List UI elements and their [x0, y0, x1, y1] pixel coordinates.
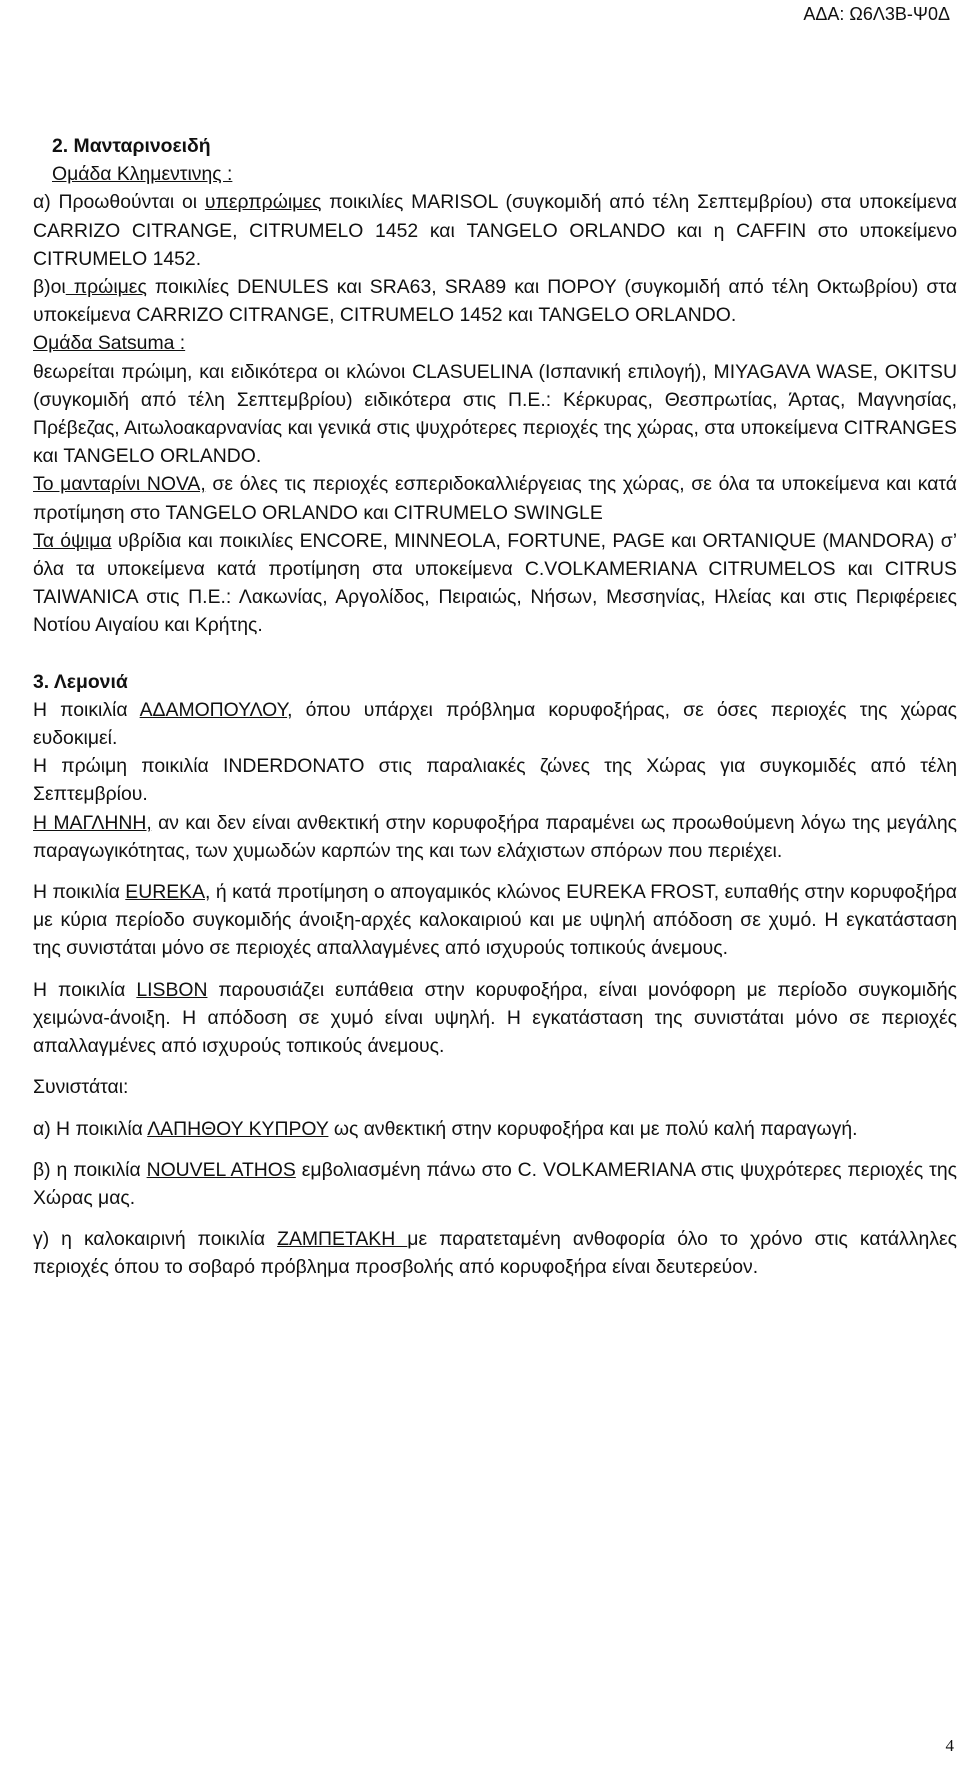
- recommendation-b: β) η ποικιλία NOUVEL ATHOS εμβολιασμένη πάνω στο C. VOLKAMERIANA στις ψυχρότερες περιοχές της Χώρας μας.: [33, 1158, 957, 1209]
- paragraph-b: β)οι πρώιμες ποικιλίες DENULES και SRA63, SRA89 και ΠΟΡΟΥ (συγκομιδή από τέλη Οκτωβρίου) στα υποκείμενα CARRIZO CITRANGE, CITRUMELO 1452 και TANGELO ORLANDO.: [33, 276, 957, 327]
- paragraph-lisbon: Η ποικιλία LISBON παρουσιάζει ευπάθεια στην κορυφοξήρα, είναι μονόφορη με περίοδο συγκομιδής χειμώνα-άνοιξη. Η απόδοση σε χυμό είναι υψηλή. Η εγκατάσταση της συνιστάται μόνο σε περιοχές απαλλαγμένες από ισχυρούς τοπικούς άνεμους.: [33, 978, 957, 1058]
- paragraph-interdonato: Η πρώιμη ποικιλία INDERDONATO στις παραλιακές ζώνες της Χώρας για συγκομιδές από τέλη Σεπτεμβρίου.: [33, 755, 957, 806]
- document-body: [33, 132, 957, 1282]
- section-heading-lemon: 3. Λεμονιά: [33, 670, 128, 693]
- section-heading-mandarins: 2. Μανταρινοειδή: [52, 135, 211, 157]
- recommended-label: Συνιστάται:: [33, 1076, 129, 1099]
- group-heading-clementine: Ομάδα Κλημεντινης :: [52, 163, 233, 186]
- page-number: 4: [945, 1736, 954, 1755]
- paragraph-adamopoulou: Η ποικιλία ΑΔΑΜΟΠΟΥΛΟΥ, όπου υπάρχει πρόβλημα κορυφοξήρας, σε όσες περιοχές της χώρας ευδοκιμεί.: [33, 698, 957, 750]
- group-heading-satsuma: Ομάδα Satsuma :: [33, 332, 186, 355]
- paragraph-late: Τα όψιμα υβρίδια και ποικιλίες ENCORE, MINNEOLA, FORTUNE, PAGE και ORTANIQUE (MANDORA) σ’ όλα τα υποκείμενα κατά προτίμηση στα υποκείμενα C.VOLKAMERIANA CITRUMELOS και CITRUS TAIWANICA στις Π.Ε.: Λακωνίας, Αργολίδος, Πειραιώς, Νήσων, Μεσσηνίας, Ηλείας και στις Περιφέρειες Νοτίου Αιγαίου και Κρήτης.: [33, 529, 957, 637]
- recommendation-c: γ) η καλοκαιρινή ποικιλία ΖΑΜΠΕΤΑΚΗ με παρατεταμένη ανθοφορία όλο το χρόνο στις κατάλληλες περιοχές όπου το σοβαρό πρόβλημα προσβολής από κορυφοξήρα είναι δευτερεύον.: [33, 1228, 957, 1279]
- paragraph-maglini: Η ΜΑΓΛΗΝΗ, αν και δεν είναι ανθεκτική στην κορυφοξήρα παραμένει ως προωθούμενη λόγω της μεγάλης παραγωγικότητας, των χυμωδών καρπών της και των ελάχιστων σπόρων που περιέχει.: [33, 811, 957, 862]
- paragraph-a: α) Προωθούνται οι υπερπρώιμες ποικιλίες MARISOL (συγκομιδή από τέλη Σεπτεμβρίου) στα υποκείμενα CARRIZO CITRANGE, CITRUMELO 1452 και TANGELO ORLANDO και η CAFFIN στο υποκείμενο CITRUMELO 1452.: [33, 191, 957, 270]
- paragraph-satsuma: θεωρείται πρώιμη, και ειδικότερα οι κλώνοι CLASUELINA (Ισπανική επιλογή), MIYAGAVA WASE, OKITSU (συγκομιδή από τέλη Σεπτεμβρίου) ειδικότερα στις Π.Ε.: Κέρκυρας, Θεσπρωτίας, Άρτας, Μαγνησίας, Πρέβεζας, Αιτωλοακαρνανίας και γενικά στις ψυχρότερες περιοχές της χώρας, στα υποκείμενα CITRANGES και TANGELO ORLANDO.: [33, 360, 957, 468]
- recommendation-a: α) Η ποικιλία ΛΑΠΗΘΟΥ ΚΥΠΡΟΥ ως ανθεκτική στην κορυφοξήρα και με πολύ καλή παραγωγή.: [33, 1117, 858, 1140]
- paragraph-nova: Το μανταρίνι NOVA, σε όλες τις περιοχές εσπεριδοκαλλιέργειας της χώρας, σε όλα τα υποκείμενα και κατά προτίμηση στο TANGELO ORLANDO και CITRUMELO SWINGLE: [33, 473, 958, 524]
- paragraph-eureka: Η ποικιλία EUREKA, ή κατά προτίμηση ο απογαμικός κλώνος EUREKA FROST, ευπαθής στην κορυφοξήρα με κύρια περίοδο συγκομιδής άνοιξη-αρχές καλοκαιριού και με υψηλή απόδοση σε χυμό. Η εγκατάσταση της συνιστάται μόνο σε περιοχές απαλλαγμένες από ισχυρούς τοπικούς άνεμους.: [33, 881, 957, 960]
- ada-code: ΑΔΑ: Ω6Λ3Β-Ψ0Δ: [803, 4, 950, 24]
